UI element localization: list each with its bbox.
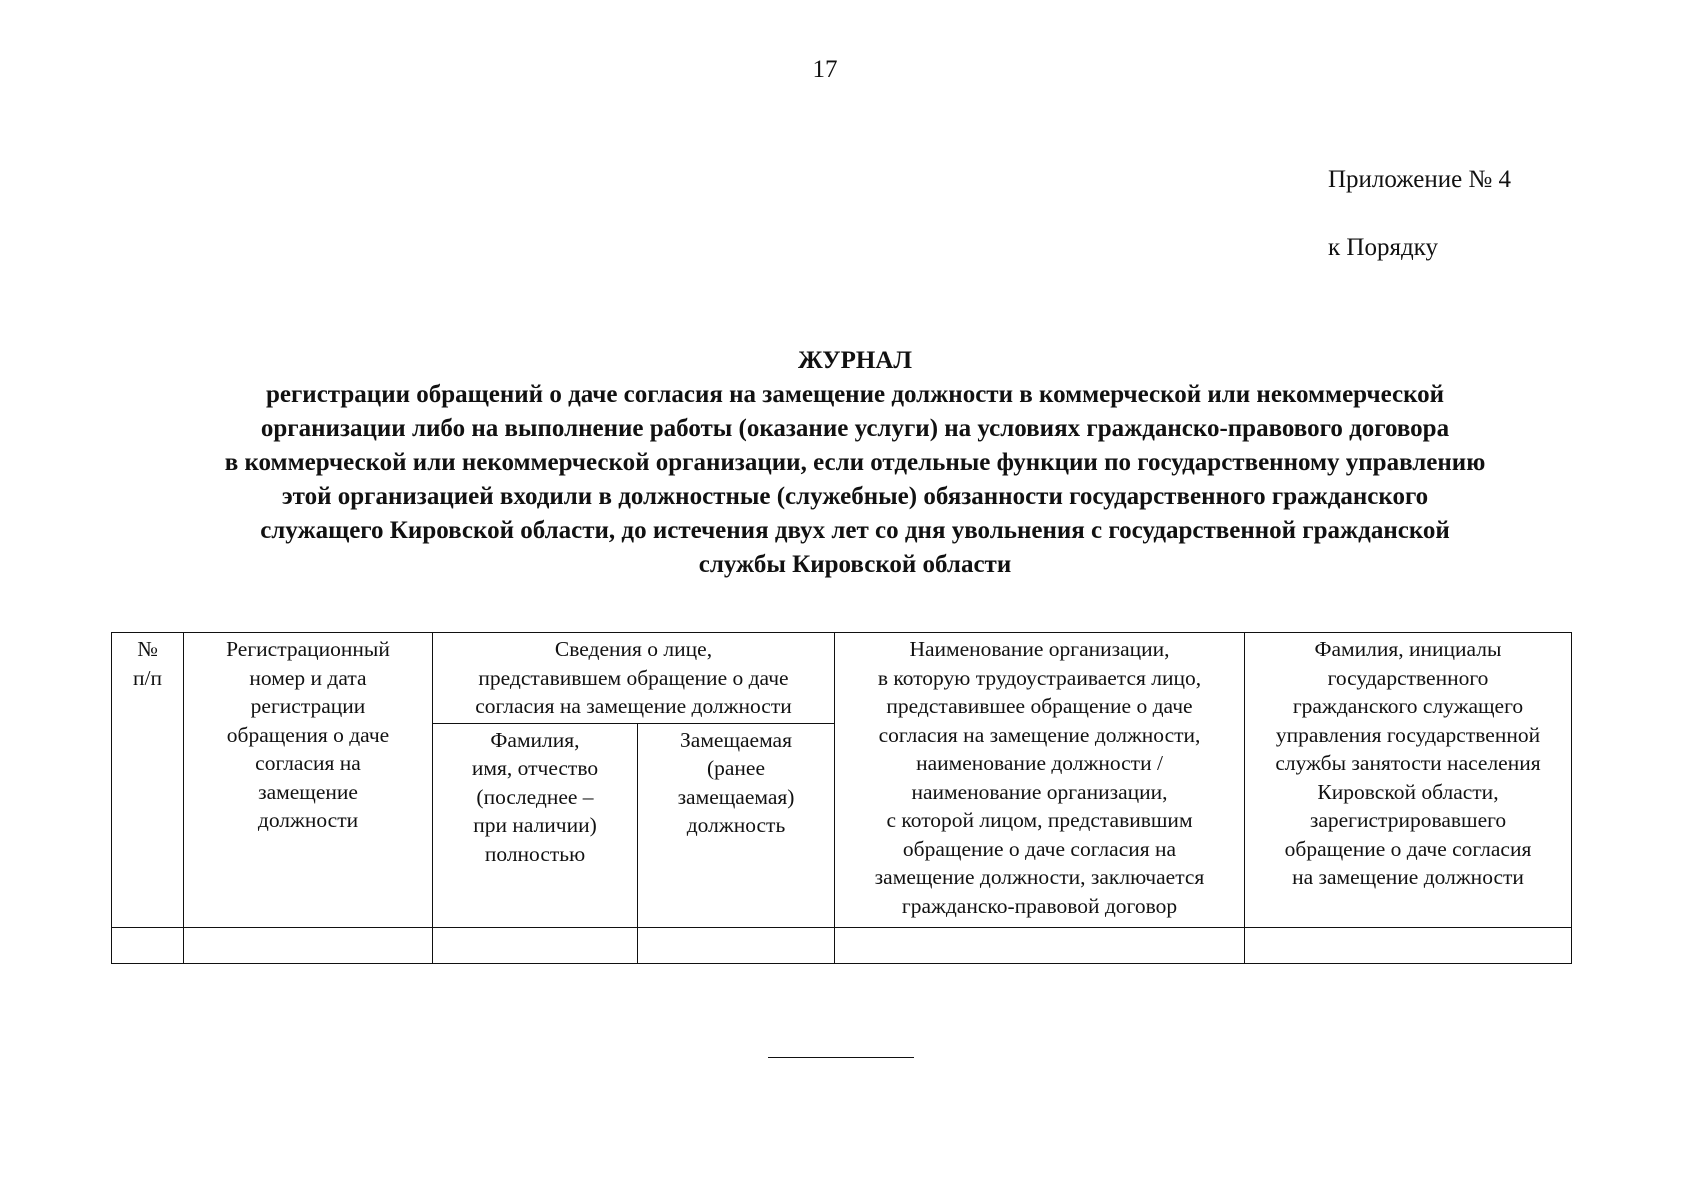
header-number-label: № п/п [133,637,162,690]
annex-number: Приложение № 4 [1328,166,1512,193]
header-cell-organization [835,633,1245,928]
header-person-group-label: Сведения о лице, представившем обращение о даче согласия на замещение должности [475,637,792,718]
header-person-name-label: Фамилия, имя, отчество (последнее – при наличии) полностью [471,727,599,866]
header-cell-registrar [1245,633,1572,928]
title-line: в коммерческой или некоммерческой организации, если отдельные функции по государственному управлению [224,449,1486,476]
table-cell [184,928,433,964]
title-line: службы Кировской области [698,551,1012,578]
header-cell-registration [184,633,433,928]
page-number: 17 [812,56,838,83]
header-cell-person-position [638,723,835,928]
title-line: служащего Кировской области, до истечения двух лет со дня увольнения с государственной гражданской [260,517,1450,544]
title-line: этой организацией входили в должностные (служебные) обязанности государственного гражданского [281,483,1429,510]
table-cell [433,928,638,964]
title-line: регистрации обращений о даче согласия на замещение должности в коммерческой или некоммерческой [265,381,1445,408]
header-cell-number [112,633,184,928]
table-cell [835,928,1245,964]
header-person-position-label: Замещаемая (ранее замещаемая) должность [677,727,795,837]
title-line: организации либо на выполнение работы (оказание услуги) на условиях гражданско-правового договора [260,415,1450,442]
table-cell [638,928,835,964]
header-cell-person-group [433,633,835,724]
table-row [112,928,1572,964]
table-header-row [112,633,1572,724]
header-cell-person-name [433,723,638,928]
header-registration-label: Регистрационный номер и дата регистрации обращения о даче согласия на замещение должности [226,637,390,832]
document-title [60,344,1650,582]
table-cell [112,928,184,964]
header-organization-label: Наименование организации, в которую трудоустраивается лицо, представившее обращение о даче согласия на замещение должности, наименование должности / наименование организации, с которой лицом, представившим обращение о даче согласия на замещение должности, заключается гражданско-правовой договор [874,637,1205,918]
journal-table [111,632,1572,964]
table-cell [1245,928,1572,964]
annex-reference: к Порядку [1328,234,1438,261]
title-heading: ЖУРНАЛ [797,347,913,374]
header-registrar-label: Фамилия, инициалы государственного гражданского служащего управления государственной службы занятости населения Кировской области, зарегистрировавшего обращение о даче согласия на замещение должности [1275,637,1541,889]
end-rule [768,1057,914,1058]
